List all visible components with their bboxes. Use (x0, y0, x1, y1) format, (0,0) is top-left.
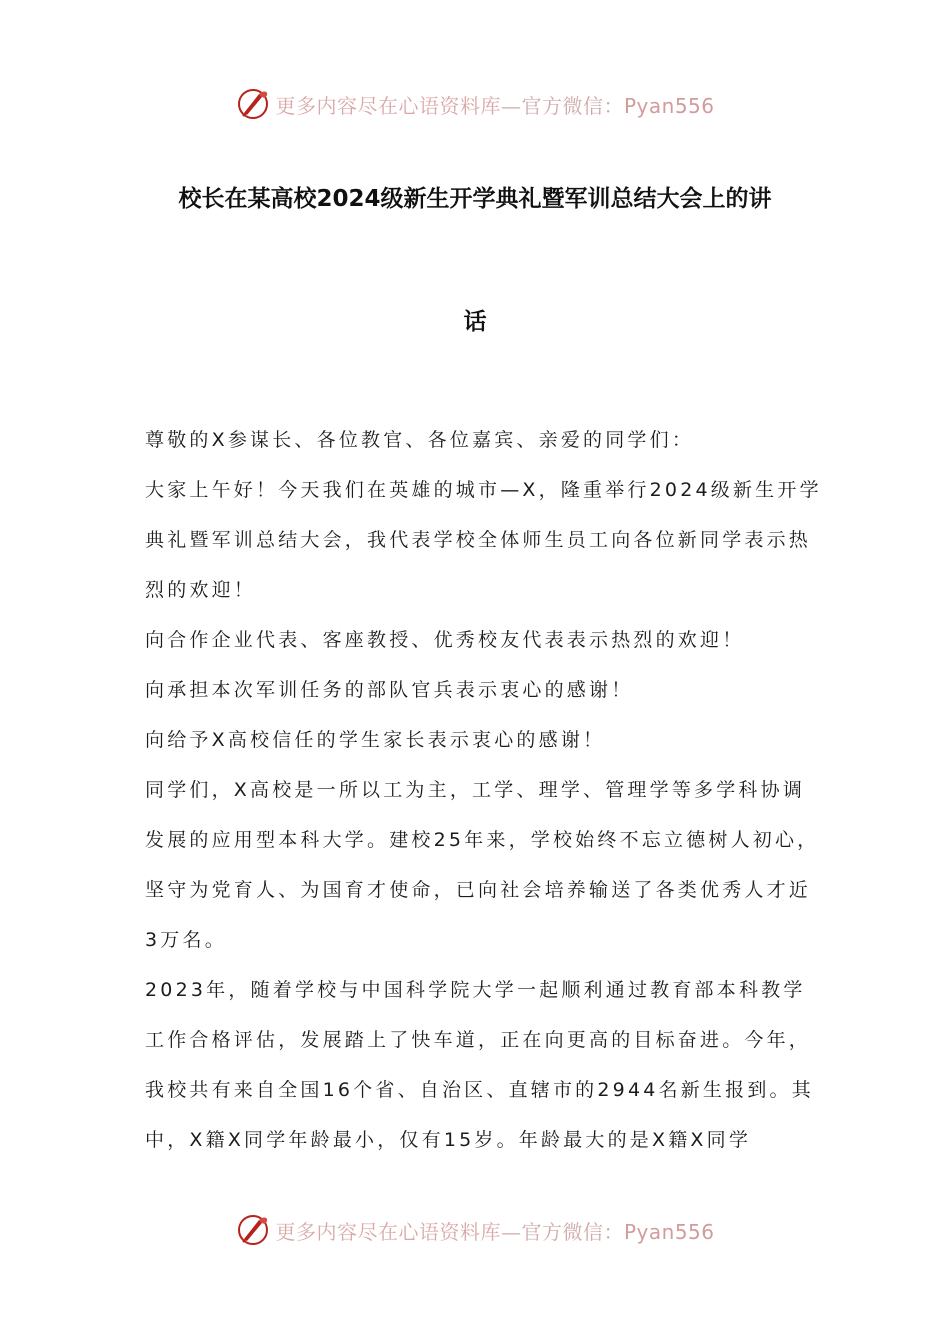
watermark-wechat-id: Pyan556 (623, 93, 715, 118)
watermark-site-text: 更多内容尽在心语资料库 (275, 93, 501, 118)
thanks-troops-paragraph: 向承担本次军训任务的部队官兵表示衷心的感谢！ (145, 679, 634, 701)
enrollment-paragraph: 2023年，随着学校与中国科学院大学一起顺利通过教育部本科教学工作合格评估，发展踏上了快车道，正在向更高的目标奋进。今年，我校共有来自全国16个省、自治区、直辖市的2944名新生报到。其中，X籍X同学年龄最小，仅有15岁。年龄最大的是X籍X同学 (145, 979, 814, 1151)
quill-logo-icon (235, 1212, 271, 1248)
watermark-wechat-label: 官方微信： (521, 93, 624, 118)
salutation-paragraph: 尊敬的X参谋长、各位教官、各位嘉宾、亲爱的同学们： (145, 429, 695, 451)
thanks-parents-paragraph: 向给予X高校信任的学生家长表示衷心的感谢！ (145, 729, 606, 751)
header-watermark (0, 84, 950, 124)
watermark-dash: — (500, 1219, 522, 1244)
watermark-text (275, 90, 714, 119)
document-title-line-1: 校长在某高校2024级新生开学典礼暨军训总结大会上的讲 (178, 186, 772, 212)
footer-watermark (0, 1210, 950, 1250)
document-body (145, 415, 825, 1165)
document-title-line-2: 话 (463, 309, 487, 335)
watermark-wechat-id: Pyan556 (623, 1219, 715, 1244)
watermark-text (275, 1216, 714, 1245)
school-intro-paragraph: 同学们，X高校是一所以工为主，工学、理学、管理学等多学科协调发展的应用型本科大学。建校25年来，学校始终不忘立德树人初心，坚守为党育人、为国育才使命，已向社会培养输送了各类优秀人才近3万名。 (145, 779, 820, 951)
watermark-dash: — (500, 93, 522, 118)
watermark-site-text: 更多内容尽在心语资料库 (275, 1219, 501, 1244)
watermark-wechat-label: 官方微信： (521, 1219, 624, 1244)
quill-logo-icon (235, 86, 271, 122)
greeting-paragraph: 大家上午好！今天我们在英雄的城市—X，隆重举行2024级新生开学典礼暨军训总结大会，我代表学校全体师生员工向各位新同学表示热烈的欢迎！ (145, 479, 822, 601)
thanks-enterprise-paragraph: 向合作企业代表、客座教授、优秀校友代表表示热烈的欢迎！ (145, 629, 745, 651)
